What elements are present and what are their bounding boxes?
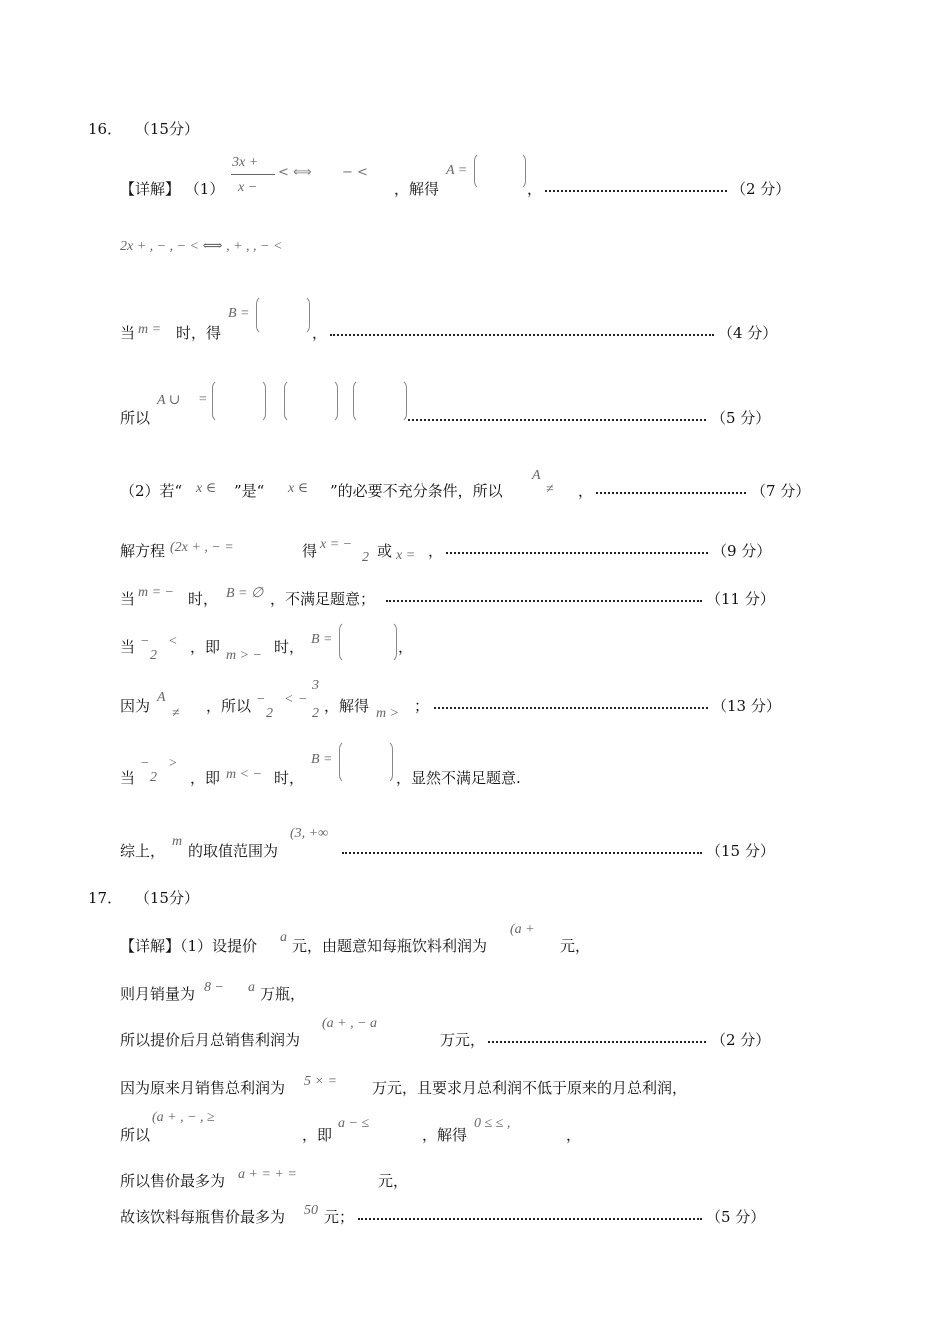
q16-m-gt2: m > (376, 706, 400, 721)
q16-part2-b: ”是“ (234, 482, 265, 500)
q16-when-4: 当 (120, 769, 136, 787)
q16-dots-2 (545, 190, 727, 192)
q16-score: （15分） (134, 120, 199, 138)
q17-a-1: a (280, 930, 287, 945)
q16-B-label-3: B = (311, 752, 333, 767)
q16-root1-den: 2 (362, 550, 369, 565)
q16-dots-13 (434, 707, 708, 709)
q16-minus-3: − (298, 692, 308, 707)
q16-line3-sep: ， (312, 324, 328, 342)
q16-two-1: 2 (150, 648, 157, 663)
q16-setA-interval (474, 152, 524, 188)
q17-l6expr: a + = + = (238, 1167, 297, 1182)
q16-line6-sep: ， (428, 542, 444, 560)
q16-two-3: 2 (312, 706, 319, 721)
q17-dots-5 (358, 1218, 702, 1220)
q16-neq: ≠ (546, 482, 554, 497)
q16-lt-2: < (284, 692, 294, 707)
q16-minus-2: − (256, 692, 266, 707)
q16-so: 所以 (120, 409, 151, 427)
q17-l7a: 故该饮料每瓶售价最多为 (120, 1208, 286, 1226)
q17-l2b: 万瓶， (260, 985, 306, 1003)
q17-pts-2: （2 分） (711, 1031, 771, 1049)
q17-l6a: 所以售价最多为 (120, 1172, 226, 1190)
q16-line1-sep: ， (527, 180, 543, 198)
q16-range: (3, +∞ (290, 826, 329, 841)
q16-conclusion-a: 综上， (120, 842, 166, 860)
q17-l3a: 所以提价后月总销售利润为 (120, 1031, 301, 1049)
q16-A-sub: A (532, 468, 541, 483)
q16-fraction-den: x − (238, 180, 258, 195)
q16-three: 3 (312, 678, 319, 693)
q16-ineq-tail1: < ⟺ (278, 165, 312, 180)
q16-when-2: 当 (120, 590, 136, 608)
q16-pts-4: （4 分） (718, 324, 778, 342)
q16-fraction-num: 3x + (232, 155, 259, 170)
q17-l2expr: 8 − (204, 980, 224, 995)
q17-line1 (120, 935, 257, 956)
q16-dots-4 (330, 334, 714, 336)
q16-when-tail-3: 时， (274, 769, 305, 787)
q16-m-eq: m = (138, 322, 162, 337)
q16-semi: ； (414, 697, 430, 715)
q17-l4a: 因为原来月销售总利润为 (120, 1079, 286, 1097)
q17-pts-5: （5 分） (706, 1208, 766, 1226)
q16-solve2: ，解得 (324, 697, 370, 715)
q16-lt-1: < (168, 634, 178, 649)
q16-detail-label: 【详解】 (120, 180, 181, 198)
q17-detail-label: 【详解】 (120, 937, 181, 955)
q16-dots-15 (342, 852, 702, 854)
q16-detail-line1 (120, 178, 224, 199)
q17-l3expr: (a + , − a (322, 1016, 378, 1031)
q17-l3b: 万元， (440, 1031, 486, 1049)
q16-line2-expr: 2x + , − , − < ⟺ , + , , − < (120, 239, 283, 254)
q16-minus-4: − (140, 756, 150, 771)
q16-neq-2: ≠ (172, 706, 180, 721)
q16-B-label-2: B = (311, 632, 333, 647)
q16-fraction-bar (231, 174, 275, 175)
q17-l5expr: (a + , − , ≥ (152, 1110, 215, 1125)
q16-union-label: A ∪ (157, 393, 181, 408)
q16-get: 得 (302, 542, 318, 560)
q17-l1a: （1）设提价 (180, 937, 258, 955)
q17-a-2: a (248, 980, 255, 995)
q16-m: m (172, 834, 183, 849)
q17-header (88, 887, 199, 908)
q16-pts-5: （5 分） (711, 409, 771, 427)
q17-l4b: 万元，且要求月总利润不低于原来的月总利润， (372, 1079, 688, 1097)
q16-minus-1: − (140, 634, 150, 649)
q16-A-sub-2: A (157, 690, 166, 705)
q16-union-interval3 (353, 379, 405, 421)
q16-union-eq: = (198, 392, 208, 407)
q16-part2-a: （2）若“ (120, 482, 183, 500)
q16-so2: ，所以 (206, 697, 252, 715)
q16-when-m (120, 322, 135, 343)
q16-when-3: 当 (120, 638, 136, 656)
q17-l6b: 元， (378, 1172, 409, 1190)
q16-dots-7 (596, 492, 746, 494)
q16-m-neg: m = − (138, 585, 175, 600)
q16-obviously: ，显然不满足题意. (396, 769, 521, 787)
q17-l1expr: (a + (510, 922, 535, 937)
q17-number: 17． (88, 889, 123, 907)
q17-l5b: ，即 (302, 1126, 333, 1144)
q16-pts-2: （2 分） (731, 180, 791, 198)
q16-conclusion-b: 的取值范围为 (188, 842, 279, 860)
q16-pts-13: （13 分） (712, 697, 781, 715)
q16-when-m-tail: 时，得 (176, 324, 222, 342)
q16-since: 因为 (120, 697, 151, 715)
q16-dots-5 (408, 419, 706, 421)
q16-ie-1: ，即 (190, 638, 221, 656)
q16-or: 或 (377, 542, 393, 560)
q17-l5expr2: a − ≤ (338, 1116, 370, 1131)
q17-l2a: 则月销量为 (120, 985, 196, 1003)
q17-yuan-1: 元， (560, 937, 591, 955)
q17-l5expr3: 0 ≤ ≤ , (474, 1116, 511, 1131)
q16-setA-label: A = (446, 163, 468, 178)
q16-B-empty: B = ∅ (226, 586, 264, 601)
q16-gt: > (168, 756, 178, 771)
q16-dots-9 (446, 552, 708, 554)
q16-x-in-2: x ∈ (288, 481, 309, 496)
q16-m-gt: m > − (226, 648, 263, 663)
q16-two-2: 2 (266, 706, 273, 721)
q16-root2: x = (396, 548, 416, 563)
q17-l7val: 50 (304, 1203, 318, 1218)
q17-l4expr: 5 × = (304, 1074, 337, 1089)
q17-l5d: ， (566, 1126, 582, 1144)
q17-score: （15分） (134, 889, 199, 907)
q16-pts-11: （11 分） (706, 590, 775, 608)
q16-pts-15: （15 分） (706, 842, 775, 860)
q16-ie-2: ，即 (190, 769, 221, 787)
q16-B-interval-3 (339, 740, 391, 782)
q16-number: 16． (88, 120, 123, 138)
q16-line8-sep: ， (398, 638, 414, 656)
q16-pts-9: （9 分） (712, 542, 772, 560)
q16-B-interval-2 (339, 621, 395, 661)
q16-solve-text: ，解得 (394, 180, 440, 198)
q16-part2-c: ”的必要不充分条件，所以 (330, 482, 503, 500)
q16-eq-expr: (2x + , − = (170, 540, 234, 555)
q16-root1: x = − (320, 537, 353, 552)
q16-when-tail: 时， (188, 590, 219, 608)
q16-solve-eq: 解方程 (120, 542, 166, 560)
q17-l1b: 元，由题意知每瓶饮料利润为 (292, 937, 488, 955)
q16-m-lt: m < − (226, 767, 263, 782)
q16-x-in-1: x ∈ (196, 481, 217, 496)
q17-dots-2 (488, 1041, 706, 1043)
q17-l5a: 所以 (120, 1126, 151, 1144)
q16-when-tail-2: 时， (274, 638, 305, 656)
q16-not-ok: ，不满足题意； (270, 590, 376, 608)
q16-union-interval2 (284, 379, 336, 421)
q16-part1: （1） (184, 180, 225, 198)
q16-ineq-tail2: − < (342, 165, 368, 180)
q16-pts-7: （7 分） (751, 482, 811, 500)
q16-union-interval1 (212, 379, 264, 421)
q17-l7b: 元； (324, 1208, 355, 1226)
q16-header (88, 118, 199, 139)
q17-l5c: ，解得 (422, 1126, 468, 1144)
q16-setB-interval (256, 295, 308, 333)
q16-two-4: 2 (150, 770, 157, 785)
q16-dots-11 (386, 600, 702, 602)
q16-setB-label: B = (228, 306, 250, 321)
q16-line5-sep: ， (578, 482, 594, 500)
q16-when-label: 当 (120, 324, 136, 342)
